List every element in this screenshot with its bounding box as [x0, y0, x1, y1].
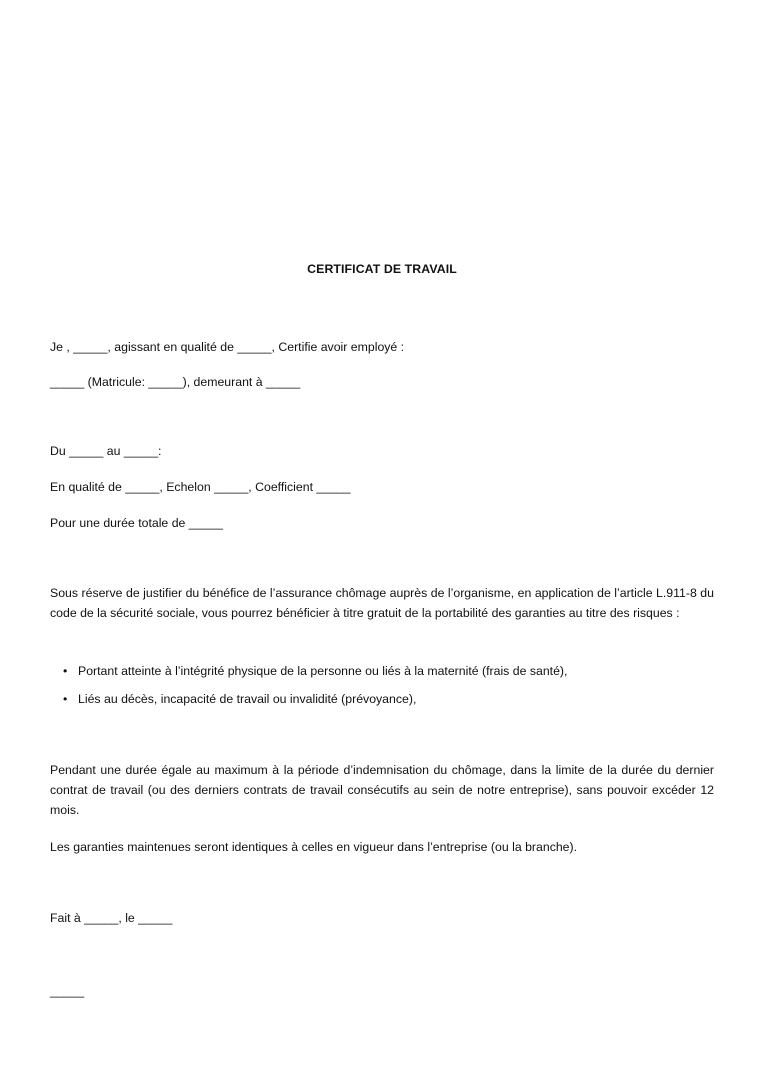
document-title: CERTIFICAT DE TRAVAIL	[307, 262, 457, 276]
list-item	[50, 690, 714, 708]
document-page	[50, 0, 714, 1080]
signature-line: _____	[50, 984, 85, 998]
list-item	[50, 662, 714, 680]
employee-line: _____ (Matricule: _____), demeurant à _____	[50, 375, 301, 389]
bullet-icon: •	[63, 664, 68, 678]
declarant-line: Je , _____, agissant en qualité de _____, Certifie avoir employé :	[50, 340, 405, 354]
guarantees-paragraph: Les garanties maintenues seront identiques à celles en vigueur dans l’entreprise (ou la branche).	[50, 840, 578, 854]
risk-list	[50, 662, 714, 718]
position-line: En qualité de _____, Echelon _____, Coefficient _____	[50, 480, 351, 494]
list-item-text: Liés au décès, incapacité de travail ou invalidité (prévoyance),	[78, 692, 417, 706]
place-date-line: Fait à _____, le _____	[50, 911, 173, 925]
duration-line: Pour une durée totale de _____	[50, 516, 223, 530]
portability-paragraph: Sous réserve de justifier du bénéfice de l’assurance chômage auprès de l’organisme, en application de l’article L.911-8 du code de la sécurité sociale, vous pourrez bénéficier à titre gratuit de la portabilité des garanties au titre des risques :	[50, 586, 714, 620]
period-line: Du _____ au _____:	[50, 444, 162, 458]
duration-paragraph: Pendant une durée égale au maximum à la période d’indemnisation du chômage, dans la limite de la durée du dernier contrat de travail (ou des derniers contrats de travail consécutifs au sein de notre entreprise), sans pouvoir excéder 12 mois.	[50, 763, 714, 817]
bullet-icon: •	[63, 692, 68, 706]
list-item-text: Portant atteinte à l’intégrité physique de la personne ou liés à la maternité (frais de santé),	[78, 664, 568, 678]
